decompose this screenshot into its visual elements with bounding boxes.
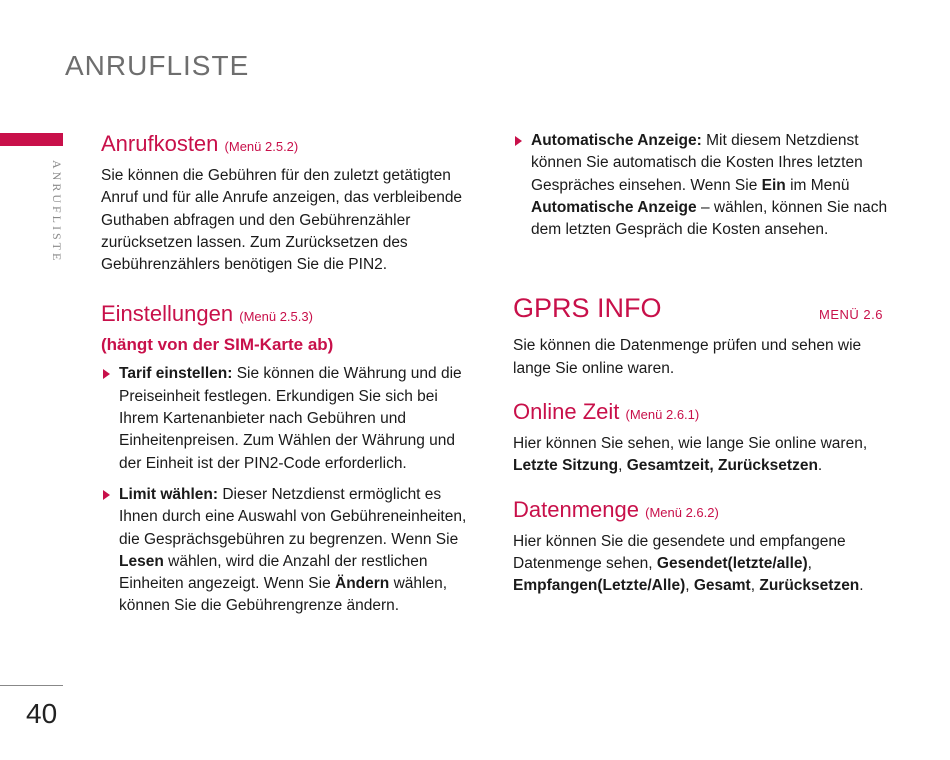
section-heading-online-zeit <box>513 398 888 429</box>
menu-reference: (Menü 2.6.1) <box>625 407 700 423</box>
bullet-automatische-anzeige <box>513 130 888 241</box>
section-heading-anrufkosten <box>101 130 476 161</box>
body-bold: Zurücksetzen <box>759 577 860 595</box>
bullet-limit <box>101 484 476 618</box>
triangle-bullet-icon <box>103 490 110 500</box>
right-column <box>513 130 888 598</box>
footer-divider <box>0 685 63 686</box>
page-number: 40 <box>26 698 58 729</box>
separator: , <box>685 577 690 595</box>
heading-text: Anrufkosten <box>101 131 219 156</box>
section-heading-einstellungen <box>101 300 476 331</box>
anrufkosten-text: Sie können die Gebühren für den zuletzt getätigten Anruf und für alle Anrufe anzeigen, das verbleibende Guthaben abfragen und den Gebührenzähler zurücksetzen lassen. Zum Zurücksetzen des Gebührenzählers benötigen Sie die PIN2. <box>101 167 463 274</box>
body-bold: Letzte Sitzung <box>513 457 619 475</box>
bullet-text: Dieser Netzdienst ermöglicht es Ihnen durch eine Auswahl von Gebühreneinheiten, die Gesprächsgebühren zu begrenzen. Wenn Sie <box>119 485 467 548</box>
side-accent-bar <box>0 133 63 146</box>
separator: , <box>618 457 623 475</box>
bullet-label: Automatische Anzeige: <box>531 132 702 149</box>
triangle-bullet-icon <box>103 369 110 379</box>
heading-text: Einstellungen <box>101 301 234 327</box>
gprs-header <box>513 293 888 325</box>
gprs-title: GPRS INFO <box>513 293 662 324</box>
end-punct: . <box>817 457 823 475</box>
bullet-bold: Lesen <box>119 552 164 570</box>
bullet-label: Limit wählen: <box>119 485 219 503</box>
separator: , <box>750 577 756 595</box>
body-bold: Gesamt <box>693 577 751 595</box>
bullet-text: Sie können die Währung und die Preiseinheit festlegen. Erkundigen Sie sich bei Ihrem Kartenanbieter nach Gebühren und Einheitenpreisen. Zum Wählen der Währung und der Einheit ist der PIN2-Code erforderlich. <box>119 365 462 472</box>
bullet-text: wählen, können Sie die Gebührengrenze ändern. <box>119 575 448 615</box>
bullet-text: Mit diesem Netzdienst können Sie automatisch die Kosten Ihres letzten Gespräches einsehen. Wenn Sie <box>531 132 863 194</box>
bullet-text: wählen, wird die Anzahl der restlichen Einheiten angezeigt. Wenn Sie <box>119 552 428 593</box>
section-subheading: (hängt von der SIM-Karte ab) <box>101 335 334 355</box>
menu-reference: (Menü 2.6.2) <box>645 504 719 520</box>
heading-text: Datenmenge <box>513 496 639 522</box>
body-text: Hier können Sie die gesendete und empfangene Datenmenge sehen, <box>513 532 846 572</box>
bullet-text: im Menü <box>790 176 850 194</box>
menu-reference: (Menü 2.5.3) <box>239 309 313 325</box>
gprs-menu-reference: MENÜ 2.6 <box>819 307 883 323</box>
body-bold: Gesamtzeit, Zurücksetzen <box>626 457 818 475</box>
bullet-bold: Ein <box>761 176 786 194</box>
gprs-text: Sie können die Datenmenge prüfen und sehen wie lange Sie online waren. <box>513 337 862 377</box>
separator: , <box>807 554 812 572</box>
body-text: Hier können Sie sehen, wie lange Sie online waren, <box>513 435 868 453</box>
side-section-label: ANRUFLISTE <box>50 160 64 264</box>
page-title: ANRUFLISTE <box>65 50 250 81</box>
bullet-bold: Ändern <box>335 575 390 593</box>
bullet-text: – wählen, können Sie nach dem letzten Gespräch die Kosten ansehen. <box>531 198 888 239</box>
triangle-bullet-icon <box>515 136 522 146</box>
bullet-tarif <box>101 363 476 474</box>
heading-text: Online Zeit <box>513 399 620 425</box>
online-zeit-text <box>513 433 888 478</box>
menu-reference: (Menü 2.5.2) <box>224 139 299 154</box>
bullet-bold: Automatische Anzeige <box>531 198 697 216</box>
datenmenge-text <box>513 531 888 598</box>
left-column <box>101 130 476 618</box>
body-bold: Empfangen(Letzte/Alle) <box>513 577 686 595</box>
end-punct: . <box>859 577 864 595</box>
body-bold: Gesendet(letzte/alle) <box>656 554 808 572</box>
bullet-label: Tarif einstellen: <box>119 365 233 383</box>
section-heading-datenmenge <box>513 496 888 527</box>
